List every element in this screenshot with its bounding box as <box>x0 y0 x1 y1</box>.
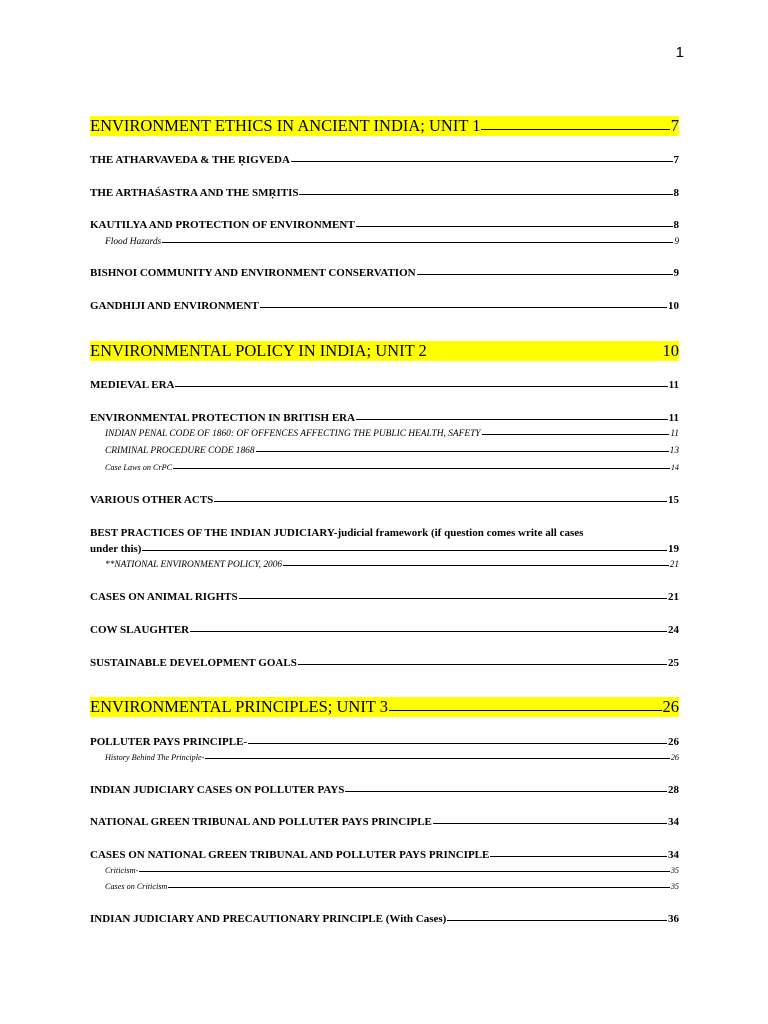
toc-leader <box>214 501 667 502</box>
toc-leader <box>162 242 673 243</box>
toc-leader <box>490 856 667 857</box>
toc-leader <box>248 743 667 744</box>
toc-entry-title: CASES ON NATIONAL GREEN TRIBUNAL AND POLLUTER PAYS PRINCIPLE <box>90 849 490 861</box>
toc-page-number: 26 <box>670 753 679 762</box>
toc-subentry-title: Flood Hazards <box>105 237 162 247</box>
toc-leader <box>173 468 670 469</box>
toc-page-number: 13 <box>669 446 679 456</box>
toc-leader <box>260 307 667 308</box>
toc-page-number: 36 <box>668 913 679 925</box>
toc-page-number: 8 <box>673 187 679 199</box>
toc-entry[interactable] <box>90 154 679 166</box>
toc-leader <box>239 598 667 599</box>
toc-leader <box>356 419 668 420</box>
toc-entry-title: NATIONAL GREEN TRIBUNAL AND POLLUTER PAYS PRINCIPLE <box>90 816 432 828</box>
toc-page-number: 7 <box>670 116 679 135</box>
toc-subentry-title: History Behind The Principle- <box>105 753 205 762</box>
toc-leader <box>481 129 669 130</box>
toc-page-number: 19 <box>668 543 679 555</box>
toc-leader <box>389 710 662 711</box>
toc-entry[interactable] <box>90 412 679 424</box>
toc-page-number: 10 <box>668 300 679 312</box>
toc-page-number: 21 <box>668 591 679 603</box>
toc-entry[interactable] <box>90 624 679 636</box>
toc-leader <box>291 161 673 162</box>
toc-unit-title: ENVIRONMENTAL PRINCIPLES; UNIT 3 <box>90 697 388 716</box>
toc-leader <box>256 451 669 452</box>
toc-subentry-title: CRIMINAL PROCEDURE CODE 1868 <box>105 446 255 456</box>
toc-subentry-title: Criticism- <box>105 866 139 875</box>
toc-page-number: 10 <box>662 341 679 360</box>
toc-entry[interactable] <box>90 849 679 861</box>
toc-page-number: 26 <box>668 736 679 748</box>
toc-subentry[interactable] <box>105 429 679 439</box>
toc-entry-title: GANDHIJI AND ENVIRONMENT <box>90 300 259 312</box>
toc-leader <box>299 194 672 195</box>
toc-leader <box>433 823 667 824</box>
toc-leader <box>190 631 667 632</box>
toc-leader <box>175 386 667 387</box>
toc-entry[interactable] <box>90 300 679 312</box>
toc-leader <box>168 887 669 888</box>
toc-entry[interactable] <box>90 816 679 828</box>
toc-subentry[interactable] <box>105 753 679 762</box>
toc-subentry-title: Case Laws on CrPC <box>105 463 173 472</box>
toc-entry-title: INDIAN JUDICIARY AND PRECAUTIONARY PRINCIPLE (With Cases) <box>90 913 447 925</box>
toc-entry[interactable] <box>90 219 679 231</box>
toc-entry[interactable] <box>90 379 679 391</box>
toc-entry[interactable] <box>90 913 679 925</box>
toc-entry-title: ENVIRONMENTAL PROTECTION IN BRITISH ERA <box>90 412 356 424</box>
toc-subentry[interactable] <box>105 866 679 875</box>
toc-subentry[interactable] <box>105 446 679 456</box>
toc-entry-title: MEDIEVAL ERA <box>90 379 175 391</box>
toc-leader <box>298 664 667 665</box>
toc-page-number: 21 <box>669 560 679 570</box>
toc-subentry[interactable] <box>105 237 679 247</box>
toc-page-number: 14 <box>670 463 679 472</box>
toc-subentry-title: Cases on Criticism <box>105 882 168 891</box>
toc-unit-2[interactable] <box>90 341 679 361</box>
toc-leader <box>142 550 667 551</box>
toc-entry[interactable] <box>90 187 679 199</box>
toc-entry-title: KAUTILYA AND PROTECTION OF ENVIRONMENT <box>90 219 355 231</box>
toc-page-number: 11 <box>668 379 679 391</box>
toc-leader <box>356 226 673 227</box>
toc-entry[interactable] <box>90 657 679 669</box>
toc-entry[interactable] <box>90 736 679 748</box>
toc-entry-title: CASES ON ANIMAL RIGHTS <box>90 591 238 603</box>
toc-leader <box>428 354 662 355</box>
toc-page-number: 9 <box>673 267 679 279</box>
toc-page-number: 26 <box>662 697 679 716</box>
toc-page-number: 15 <box>668 494 679 506</box>
toc-entry-title: INDIAN JUDICIARY CASES ON POLLUTER PAYS <box>90 784 345 796</box>
toc-entry-title: under this) <box>90 543 142 555</box>
toc-page-number: 11 <box>668 412 679 424</box>
toc-entry-title: SUSTAINABLE DEVELOPMENT GOALS <box>90 657 297 669</box>
toc-entry[interactable] <box>90 784 679 796</box>
toc-leader <box>447 920 667 921</box>
toc-subentry[interactable] <box>105 882 679 891</box>
toc-subentry[interactable] <box>105 463 679 472</box>
toc-entry-title: THE ATHARVAVEDA & THE ṚIGVEDA <box>90 154 290 166</box>
toc-entry-title: POLLUTER PAYS PRINCIPLE- <box>90 736 248 748</box>
toc-page-number: 25 <box>668 657 679 669</box>
toc-unit-title: ENVIRONMENT ETHICS IN ANCIENT INDIA; UNIT 1 <box>90 116 481 135</box>
toc-subentry-title: INDIAN PENAL CODE OF 1860: OF OFFENCES AFFECTING THE PUBLIC HEALTH, SAFETY <box>105 429 481 439</box>
toc-page-number: 24 <box>668 624 679 636</box>
toc-leader <box>345 791 667 792</box>
toc-subentry-title: **NATIONAL ENVIRONMENT POLICY, 2006 <box>105 560 283 570</box>
toc-page-number: 11 <box>670 429 679 439</box>
toc-leader <box>205 758 669 759</box>
toc-unit-3[interactable] <box>90 697 679 717</box>
toc-entry-title: THE ARTHAŚASTRA AND THE SMṚITIS <box>90 187 299 199</box>
toc-page-number: 9 <box>674 237 679 247</box>
toc-entry-title: VARIOUS OTHER ACTS <box>90 494 214 506</box>
toc-entry[interactable] <box>90 543 679 555</box>
toc-leader <box>417 274 673 275</box>
toc-subentry[interactable] <box>105 560 679 570</box>
toc-page-number: 8 <box>673 219 679 231</box>
toc-entry-title: BISHNOI COMMUNITY AND ENVIRONMENT CONSERVATION <box>90 267 416 279</box>
toc-entry[interactable] <box>90 494 679 506</box>
toc-leader <box>139 871 670 872</box>
toc-unit-1[interactable] <box>90 116 679 136</box>
page-number: 1 <box>675 44 684 61</box>
toc-page-number: 35 <box>670 866 679 875</box>
toc-entry[interactable] <box>90 591 679 603</box>
toc-unit-title: ENVIRONMENTAL POLICY IN INDIA; UNIT 2 <box>90 341 427 360</box>
toc-page-number: 34 <box>668 849 679 861</box>
toc-entry-title-line-1[interactable]: BEST PRACTICES OF THE INDIAN JUDICIARY-judicial framework (if question comes write all cases <box>90 527 584 539</box>
toc-leader <box>283 565 669 566</box>
toc-page-number: 7 <box>673 154 679 166</box>
toc-page-number: 28 <box>668 784 679 796</box>
toc-page-number: 34 <box>668 816 679 828</box>
toc-page-number: 35 <box>670 882 679 891</box>
toc-entry[interactable] <box>90 267 679 279</box>
toc-leader <box>482 434 670 435</box>
toc-entry-title: COW SLAUGHTER <box>90 624 190 636</box>
